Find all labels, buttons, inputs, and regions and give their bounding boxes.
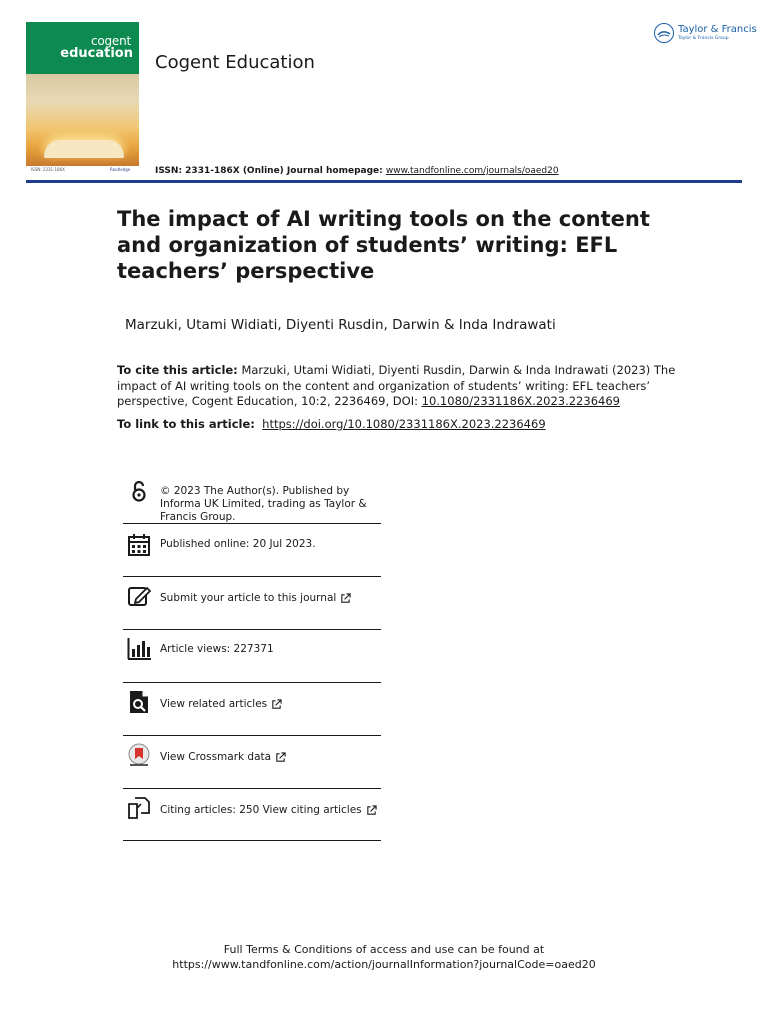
journal-name: Cogent Education (155, 52, 315, 73)
tf-logo-sub: Taylor & Francis Group (678, 36, 729, 41)
citation-doi-link[interactable]: 10.1080/2331186X.2023.2236469 (421, 394, 620, 408)
crossmark-link[interactable] (160, 751, 286, 764)
article-doi-url[interactable]: https://doi.org/10.1080/2331186X.2023.2236469 (262, 417, 546, 431)
article-authors: Marzuki, Utami Widiati, Diyenti Rusdin, Darwin & Inda Indrawati (125, 317, 556, 333)
bar-chart-icon (127, 637, 151, 661)
edit-icon (127, 584, 151, 608)
article-link-block (117, 417, 677, 433)
citing-articles-link[interactable] (160, 804, 377, 817)
citing-articles-icon (127, 796, 151, 820)
external-link-icon (275, 752, 286, 763)
tf-logo-icon (654, 23, 674, 43)
footer-terms-url[interactable]: https://www.tandfonline.com/action/journalInformation?journalCode=oaed20 (172, 958, 596, 971)
publisher-logo[interactable] (654, 22, 757, 46)
calendar-icon (127, 533, 151, 557)
citation-label: To cite this article: (117, 363, 238, 377)
issn-homepage-line (155, 166, 559, 176)
copyright-text: © 2023 The Author(s). Published by Informa UK Limited, trading as Taylor & Francis Group. (160, 485, 367, 523)
header-divider (26, 180, 742, 183)
published-online-text: Published online: 20 Jul 2023. (160, 538, 316, 550)
info-row-published (123, 524, 381, 577)
submit-article-label: Submit your article to this journal (160, 592, 337, 604)
crossmark-icon (127, 743, 151, 767)
article-link-label: To link to this article: (117, 417, 255, 431)
info-row-citing[interactable] (123, 789, 381, 841)
info-row-views (123, 630, 381, 683)
crossmark-label: View Crossmark data (160, 751, 272, 763)
article-title: The impact of AI writing tools on the content and organization of students’ writing: EFL teachers’ perspective (117, 207, 650, 283)
search-document-icon (127, 690, 151, 714)
cover-publisher: Routledge (110, 167, 131, 172)
external-link-icon (271, 699, 282, 710)
cover-brand-line1: cogent (90, 34, 131, 48)
external-link-icon (340, 593, 351, 604)
related-articles-link[interactable] (160, 698, 282, 711)
journal-homepage-link[interactable]: www.tandfonline.com/journals/oaed20 (385, 166, 559, 176)
info-row-submit[interactable] (123, 577, 381, 630)
cover-brand-line2: education (60, 46, 133, 61)
info-row-crossmark[interactable] (123, 736, 381, 789)
issn-label: ISSN: 2331-186X (Online) Journal homepage: (155, 166, 386, 176)
citation-block (117, 363, 677, 410)
tf-logo-name: Taylor & Francis (678, 24, 757, 35)
article-views-text: Article views: 227371 (160, 643, 274, 655)
external-link-icon (366, 805, 377, 816)
citation-text: Marzuki, Utami Widiati, Diyenti Rusdin, Darwin & Inda Indrawati (2023) The impact of AI writing tools on the content and organization of students’ writing: EFL teachers’ perspective, Cogent Education, 10:2, 2236469, DOI: (117, 363, 676, 408)
cover-issn: ISSN: 2331-186X (31, 167, 65, 172)
footer-terms-text: Full Terms & Conditions of access and use can be found at (223, 943, 545, 956)
citing-articles-label: Citing articles: 250 View citing articles (160, 804, 362, 816)
submit-article-link[interactable] (160, 592, 351, 605)
journal-cover (26, 22, 139, 176)
related-articles-label: View related articles (160, 698, 268, 710)
open-access-icon (127, 479, 151, 503)
info-row-related[interactable] (123, 683, 381, 736)
info-row-copyright (123, 476, 381, 524)
